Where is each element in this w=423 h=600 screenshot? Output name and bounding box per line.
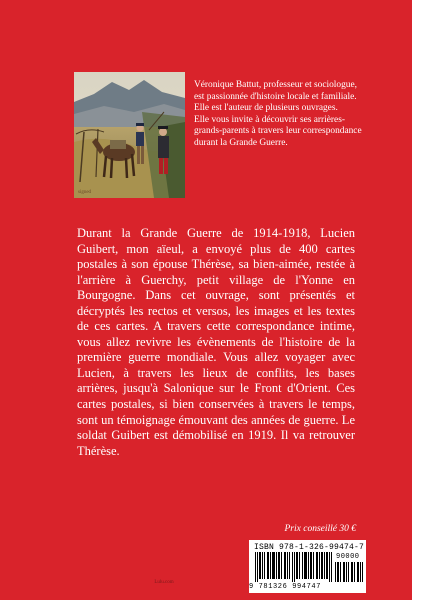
isbn-barcode-box [249,540,366,593]
price-label: Prix conseillé 30 € [284,524,356,534]
ean-barcode [255,552,333,582]
publisher-mark: Lulu.com [154,580,174,585]
author-bio [194,80,364,149]
bio-line-2: Elle est l'auteur de plusieurs ouvrages. [194,103,338,113]
bio-line-1: Véronique Battut, professeur et sociologue, est passionnée d'histoire locale et familiale. [194,80,357,102]
page-edge [412,0,423,600]
cover-painting [74,72,185,198]
svg-text:signed: signed [78,190,92,195]
isbn-label: ISBN 978-1-326-99474-7 [254,543,365,552]
book-summary: Durant la Grande Guerre de 1914-1918, Lucien Guibert, mon aïeul, a envoyé plus de 400 cartes postales à son épouse Thérèse, sa bien-aimée, restée à l'arrière à Guerchy, petit village de l'Yonne en Bourgogne. Dans cet ouvrage, sont présentés et décryptés les rectos et versos, les images et les textes de ces cartes. A travers cette correspondance intime, vous allez revivre les évènements de l'histoire de la première guerre mondiale. Vous allez voyager avec Lucien, à travers les lieux de conflits, les bases arrières, jusqu'à Salonique sur le Front d'Orient. Ces cartes postales, si bien conservées à travers le temps, sont un témoignage émouvant des années de guerre. Le soldat Guibert est démobilisé en 1919. Il va retrouver Thérèse. [77,226,355,458]
addon-barcode [335,562,363,582]
barcode-addon-number: 90000 [336,553,360,561]
bio-line-3: Elle vous invite à découvrir ses arrières-grands-parents à travers leur correspondance durant la Grande Guerre. [194,114,362,148]
barcode-number: 9 781326 994747 [249,583,322,591]
